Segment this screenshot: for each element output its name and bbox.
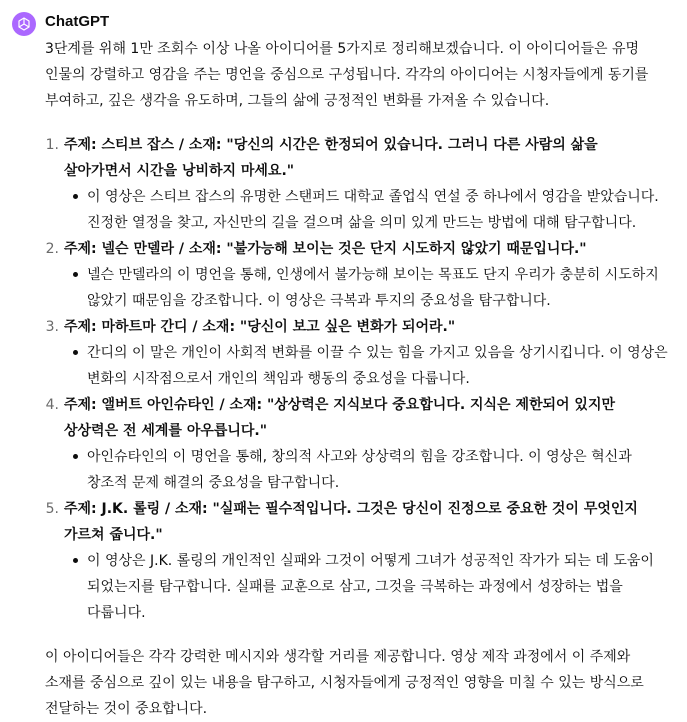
idea-description-item (64, 444, 669, 496)
idea-description-list (64, 262, 669, 314)
idea-description-item (64, 262, 669, 314)
intro-paragraph: 3단계를 위해 1만 조회수 이상 나올 아이디어를 5가지로 정리해보겠습니다. 이 아이디어들은 유명 인물의 강렬하고 영감을 주는 명언을 중심으로 구성됩니다. 각각의 아이디어는 시청자들에게 동기를 부여하고, 깊은 생각을 유도하며, 그들의 삶에 긍정적인 변화를 가져올 수 있습니다. (45, 41, 649, 109)
idea-description-item (64, 184, 669, 236)
bullet-dot-icon (73, 454, 78, 459)
idea-description-item (64, 340, 669, 392)
idea-topic: 주제: 마하트마 간디 / 소재: "당신이 보고 싶은 변화가 되어라." (64, 319, 456, 335)
idea-description-list (64, 184, 669, 236)
list-number: 4. (45, 397, 59, 413)
sender-name: ChatGPT (45, 13, 110, 30)
idea-description: 아인슈타인의 이 명언을 통해, 창의적 사고와 상상력의 힘을 강조합니다. 이 영상은 혁신과 창조적 문제 해결의 중요성을 탐구합니다. (87, 449, 632, 491)
chatgpt-avatar (12, 12, 36, 36)
bullet-dot-icon (73, 194, 78, 199)
openai-logo-icon (16, 16, 32, 32)
idea-topic: 주제: 넬슨 만델라 / 소재: "불가능해 보이는 것은 단지 시도하지 않았기 때문입니다." (64, 241, 587, 257)
idea-description: 이 영상은 스티브 잡스의 유명한 스탠퍼드 대학교 졸업식 연설 중 하나에서 영감을 받았습니다. 진정한 열정을 찾고, 자신만의 길을 걸으며 삶을 의미 있게 만드는 방법에 대해 탐구합니다. (87, 189, 659, 231)
bullet-dot-icon (73, 272, 78, 277)
message-content (45, 36, 669, 722)
bullet-dot-icon (73, 350, 78, 355)
idea-item-4 (45, 392, 669, 496)
idea-list (45, 132, 669, 626)
idea-item-3 (45, 314, 669, 392)
idea-topic: 주제: J.K. 롤링 / 소재: "실패는 필수적입니다. 그것은 당신이 진정으로 중요한 것이 무엇인지 가르쳐 줍니다." (64, 501, 638, 543)
idea-description-list (64, 444, 669, 496)
list-number: 5. (45, 501, 59, 517)
list-number: 2. (45, 241, 59, 257)
bullet-dot-icon (73, 558, 78, 563)
idea-item-2 (45, 236, 669, 314)
idea-description: 넬슨 만델라의 이 명언을 통해, 인생에서 불가능해 보이는 목표도 단지 우리가 충분히 시도하지 않았기 때문임을 강조합니다. 이 영상은 극복과 투지의 중요성을 탐구합니다. (87, 267, 659, 309)
list-number: 1. (45, 137, 59, 153)
idea-description: 간디의 이 말은 개인이 사회적 변화를 이끌 수 있는 힘을 가지고 있음을 상기시킵니다. 이 영상은 변화의 시작점으로서 개인의 책임과 행동의 중요성을 다룹니다. (87, 345, 668, 387)
idea-description-list (64, 548, 669, 626)
list-number: 3. (45, 319, 59, 335)
idea-topic: 주제: 앨버트 아인슈타인 / 소재: "상상력은 지식보다 중요합니다. 지식은 제한되어 있지만 상상력은 전 세계를 아우릅니다." (64, 397, 616, 439)
closing-paragraph: 이 아이디어들은 각각 강력한 메시지와 생각할 거리를 제공합니다. 영상 제작 과정에서 이 주제와 소재를 중심으로 깊이 있는 내용을 탐구하고, 시청자들에게 긍정적인 영향을 미칠 수 있는 방식으로 전달하는 것이 중요합니다. (45, 649, 644, 717)
idea-item-5 (45, 496, 669, 626)
idea-description-list (64, 340, 669, 392)
idea-description-item (64, 548, 669, 626)
idea-description: 이 영상은 J.K. 롤링의 개인적인 실패와 그것이 어떻게 그녀가 성공적인 작가가 되는 데 도움이 되었는지를 탐구합니다. 실패를 교훈으로 삼고, 그것을 극복하는 과정에서 성장하는 법을 다룹니다. (87, 553, 654, 621)
idea-topic: 주제: 스티브 잡스 / 소재: "당신의 시간은 한정되어 있습니다. 그러니 다른 사람의 삶을 살아가면서 시간을 낭비하지 마세요." (64, 137, 598, 179)
idea-item-1 (45, 132, 669, 236)
